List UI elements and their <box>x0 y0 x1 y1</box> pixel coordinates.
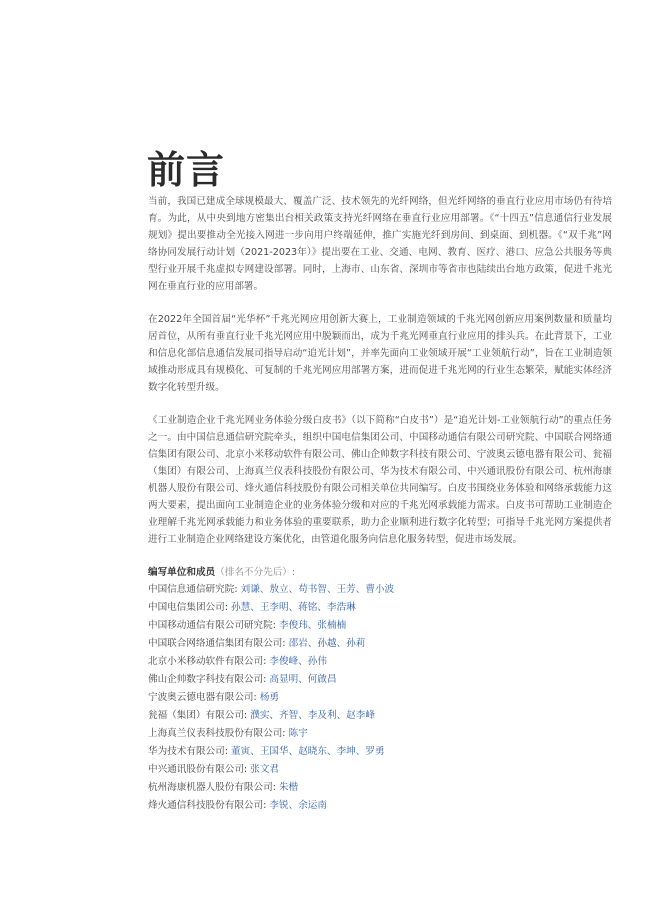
members-heading-note: （排名不分先后）: <box>215 567 296 578</box>
member-row <box>148 653 612 671</box>
member-org: 中兴通讯股份有限公司: <box>148 764 248 775</box>
member-org: 华为技术有限公司: <box>148 746 228 757</box>
paragraph: 《工业制造企业千兆光网业务体验分级白皮书》（以下简称“白皮书”）是“追光计划-工业领航行动”的重点任务之一。由中国信息通信研究院牵头，组织中国电信集团公司、中国移动通信有限公司研究院、中国联合网络通信集团有限公司、北京小米移动软件有限公司、佛山企帅数字科技有限公司、宁波奥云德电器有限公司、瓮福（集团）有限公司、上海真兰仪表科技股份有限公司、华为技术有限公司、中兴通讯股份有限公司、杭州海康机器人股份有限公司、烽火通信科技股份有限公司相关单位共同编写。白皮书围绕业务体验和网络承载能力这两大要素，提出面向工业制造企业的业务体验分级和对应的千兆光网承载能力需求。白皮书可帮助工业制造企业理解千兆光网承载能力和业务体验的重要联系，助力企业顺利进行数字化转型；可指导千兆光网方案提供者进行工业制造企业网络建设方案优化，由管道化服务向信息化服务转型，促进市场发展。 <box>148 415 612 545</box>
member-names: 杨勇 <box>259 692 280 703</box>
member-names: 李俊玮、张楠楠 <box>279 620 347 631</box>
member-names: 张文君 <box>250 764 280 775</box>
member-names: 朱楷 <box>279 782 299 793</box>
member-row <box>148 725 612 743</box>
member-org: 中国信息通信研究院: <box>148 584 238 595</box>
page-title: 前言 <box>147 148 226 192</box>
body-text <box>148 193 612 815</box>
member-names: 刘谦、敖立、苟书智、王芳、曹小波 <box>240 584 395 595</box>
members-heading <box>148 564 612 581</box>
member-row <box>148 689 612 707</box>
member-org: 北京小米移动软件有限公司: <box>148 656 267 667</box>
member-names: 高显明、何啟昌 <box>269 674 337 685</box>
member-names: 濮实、齐智、李及利、赵李峰 <box>250 710 375 721</box>
member-org: 中国移动通信有限公司研究院: <box>148 620 276 631</box>
members-heading-label: 编写单位和成员 <box>148 567 216 578</box>
member-org: 中国电信集团公司: <box>148 602 228 613</box>
member-row <box>148 581 612 599</box>
member-row <box>148 671 612 689</box>
member-row <box>148 779 612 797</box>
member-row <box>148 797 612 815</box>
member-org: 瓮福（集团）有限公司: <box>148 710 248 721</box>
member-names: 李锐、余运南 <box>269 800 327 811</box>
members-list <box>148 581 612 815</box>
member-org: 宁波奥云德电器有限公司: <box>148 692 257 703</box>
member-row <box>148 617 612 635</box>
member-row <box>148 635 612 653</box>
member-names: 孙慧、王李明、蒋铭、李浩琳 <box>231 602 356 613</box>
member-row <box>148 599 612 617</box>
member-org: 上海真兰仪表科技股份有限公司: <box>148 728 286 739</box>
paragraph: 在2022年全国首届“光华杯”千兆光网应用创新大赛上，工业制造领域的千兆光网创新应用案例数量和质量均居首位，从所有垂直行业千兆光网应用中脱颖而出，成为千兆光网垂直行业应用的排头兵。在此背景下，工业和信息化部信息通信发展司指导启动“追光计划”，并率先面向工业领域开展“工业领航行动”，旨在工业制造领域推动形成具有规模化、可复制的千兆光网应用部署方案，进而促进千兆光网的行业生态繁荣，赋能实体经济数字化转型升级。 <box>148 314 612 393</box>
member-names: 陈宇 <box>288 728 308 739</box>
member-names: 邵岩、孙越、孙莉 <box>288 638 366 649</box>
member-org: 中国联合网络通信集团有限公司: <box>148 638 286 649</box>
member-row <box>148 761 612 779</box>
member-org: 杭州海康机器人股份有限公司: <box>148 782 276 793</box>
member-row <box>148 707 612 725</box>
member-names: 董寅、王国华、赵晓东、李坤、罗勇 <box>231 746 385 757</box>
member-org: 佛山企帅数字科技有限公司: <box>148 674 267 685</box>
member-names: 李俊峰、孙伟 <box>269 656 327 667</box>
member-row <box>148 743 612 761</box>
member-org: 烽火通信科技股份有限公司: <box>148 800 267 811</box>
paragraph: 当前，我国已建成全球规模最大、覆盖广泛、技术领先的光纤网络，但光纤网络的垂直行业应用市场仍有待培育。为此，从中央到地方密集出台相关政策支持光纤网络在垂直行业应用部署。《“十四五”信息通信行业发展规划》提出要推动全光接入网进一步向用户终端延伸，推广实施光纤到房间、到桌面、到机器。《“双千兆”网络协同发展行动计划（2021-2023年）》提出要在工业、交通、电网、教育、医疗、港口、应急公共服务等典型行业开展千兆虚拟专网建设部署。同时，上海市、山东省、深圳市等省市也陆续出台地方政策，促进千兆光网在垂直行业的应用部署。 <box>148 196 612 292</box>
